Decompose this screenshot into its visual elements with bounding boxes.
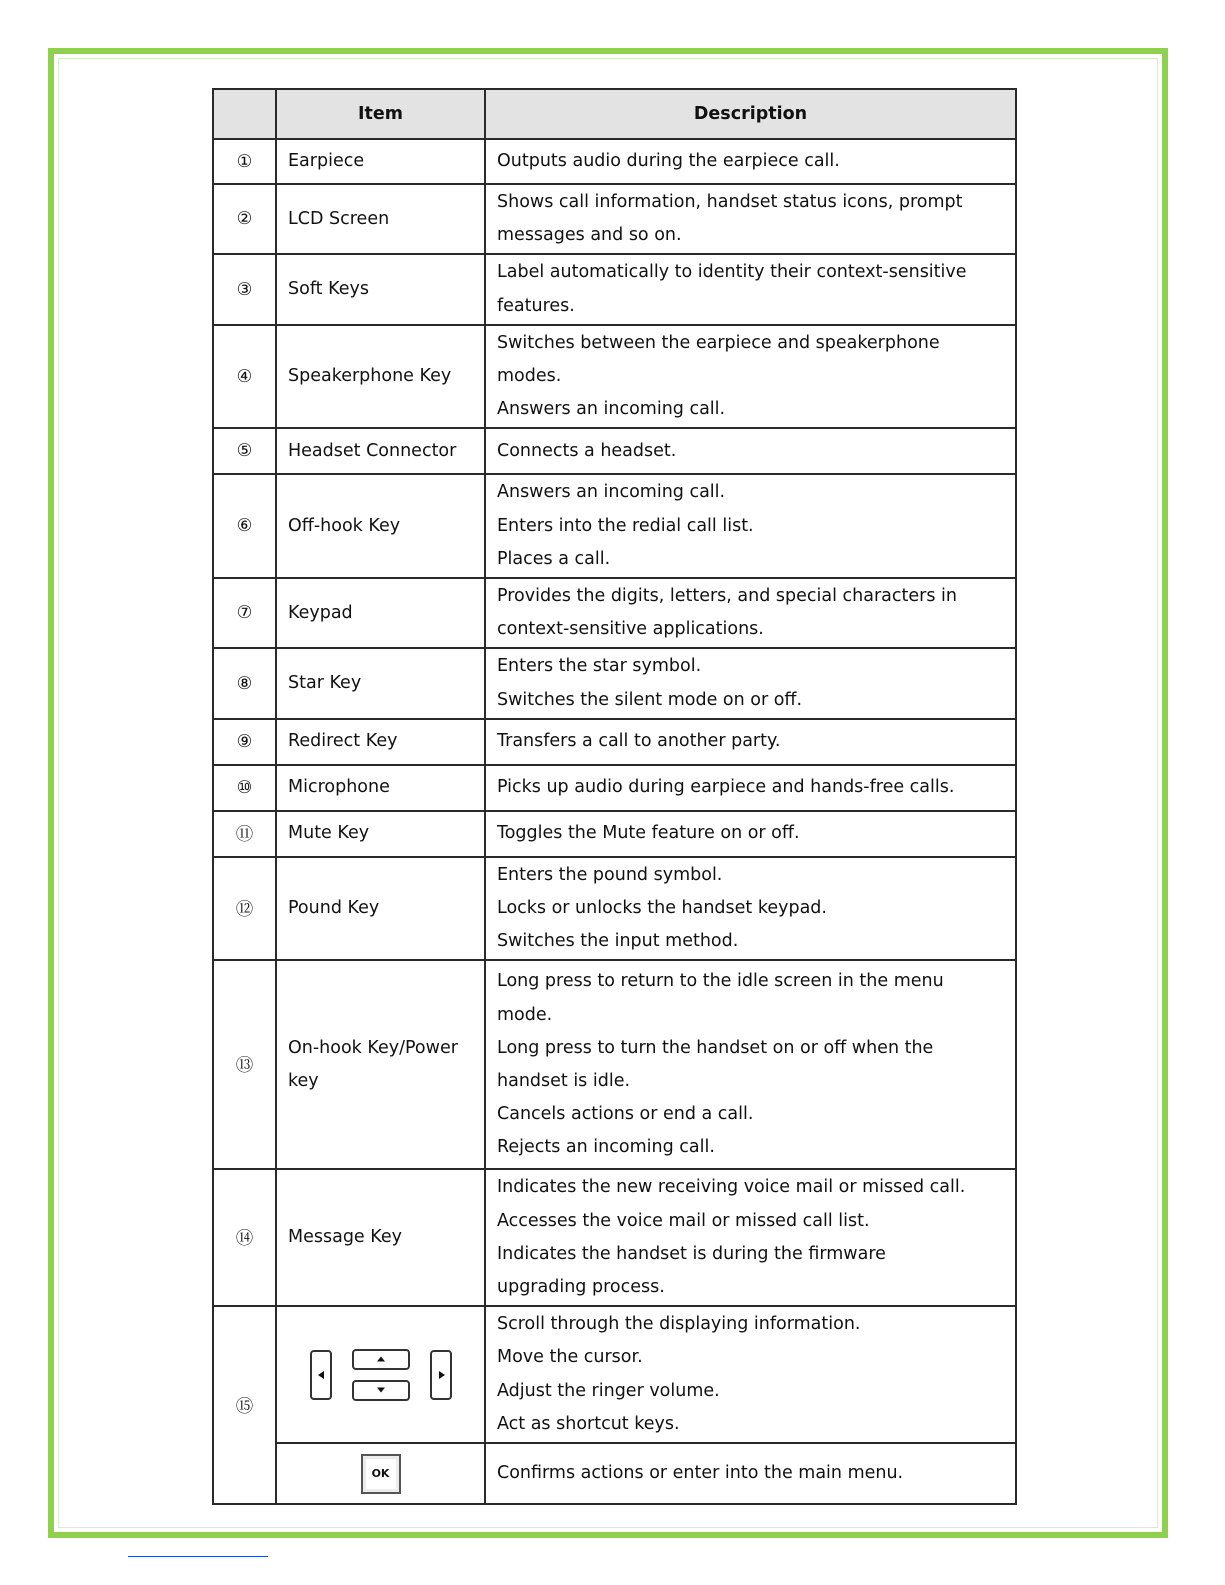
item-name: On-hook Key/Power key [276, 960, 485, 1169]
description-line: Cancels actions or end a call. [497, 1104, 754, 1125]
left-arrow-key-icon [310, 1350, 332, 1400]
table-row [213, 960, 1016, 1169]
item-number: ⑧ [213, 648, 276, 718]
description-line: Locks or unlocks the handset keypad. [497, 898, 827, 919]
description-line: Places a call. [497, 548, 611, 569]
item-description [485, 325, 1016, 429]
description-line: context-sensitive applications. [497, 619, 764, 640]
item-description [485, 1169, 1016, 1306]
item-number: ③ [213, 254, 276, 324]
item-description [485, 428, 1016, 474]
item-number: ⑦ [213, 578, 276, 648]
item-description [485, 857, 1016, 961]
item-number: ⑤ [213, 428, 276, 474]
down-arrow-key-icon [352, 1380, 410, 1401]
description-line: Enters into the redial call list. [497, 515, 754, 536]
item-number: ② [213, 184, 276, 254]
item-name: LCD Screen [276, 184, 485, 254]
description-line: Answers an incoming call. [497, 482, 726, 503]
item-name: Headset Connector [276, 428, 485, 474]
table-row [213, 325, 1016, 429]
item-number: ⑨ [213, 719, 276, 765]
item-description [485, 474, 1016, 578]
table-row [213, 474, 1016, 578]
description-line: Provides the digits, letters, and special characters in [497, 586, 957, 607]
description-line: Outputs audio during the earpiece call. [497, 150, 840, 171]
description-line: Shows call information, handset status icons, prompt [497, 192, 963, 212]
handset-keys-table [212, 88, 1017, 1505]
item-description [485, 960, 1016, 1169]
table-row [213, 648, 1016, 718]
item-number: ⑩ [213, 765, 276, 811]
description-line: Answers an incoming call. [497, 399, 726, 420]
item-description [485, 648, 1016, 718]
item-name: Keypad [276, 578, 485, 648]
description-line: mode. [497, 1004, 553, 1025]
item-name: Microphone [276, 765, 485, 811]
description-line: Enters the pound symbol. [497, 864, 723, 885]
description-line: Rejects an incoming call. [497, 1137, 715, 1158]
table-row [213, 1443, 1016, 1504]
header-description: Description [485, 89, 1016, 139]
item-number: ① [213, 139, 276, 184]
item-description [485, 1443, 1016, 1504]
item-name: Redirect Key [276, 719, 485, 765]
item-name: Mute Key [276, 811, 485, 857]
table-header-row [213, 89, 1016, 139]
description-line: features. [497, 295, 575, 316]
item-name: Off-hook Key [276, 474, 485, 578]
description-line: Scroll through the displaying information. [497, 1314, 861, 1335]
table-row [213, 765, 1016, 811]
item-number: ⑥ [213, 474, 276, 578]
description-line: Enters the star symbol. [497, 656, 702, 677]
item-name: Soft Keys [276, 254, 485, 324]
item-description [485, 184, 1016, 254]
description-line: Long press to return to the idle screen in the menu [497, 971, 944, 992]
description-line: Indicates the handset is during the firmware [497, 1243, 886, 1264]
item-number: ⑮ [213, 1306, 276, 1504]
description-line: Switches the silent mode on or off. [497, 689, 803, 710]
item-name: Message Key [276, 1169, 485, 1306]
description-line: Switches the input method. [497, 931, 739, 952]
table-row [213, 139, 1016, 184]
description-line: Picks up audio during earpiece and hands-free calls. [497, 777, 955, 798]
description-line: Long press to turn the handset on or off when the [497, 1037, 934, 1058]
table-row [213, 811, 1016, 857]
item-description [485, 139, 1016, 184]
item-description [485, 811, 1016, 857]
item-description [485, 254, 1016, 324]
description-line: Confirms actions or enter into the main menu. [497, 1462, 904, 1483]
item-number: ④ [213, 325, 276, 429]
description-line: Move the cursor. [497, 1347, 643, 1368]
item-name: Star Key [276, 648, 485, 718]
table-row [213, 1306, 1016, 1443]
item-description [485, 719, 1016, 765]
table-row [213, 1169, 1016, 1306]
item-number: ⑭ [213, 1169, 276, 1306]
up-arrow-key-icon [352, 1349, 410, 1370]
right-arrow-key-icon [430, 1350, 452, 1400]
footer-link-underline [128, 1556, 268, 1557]
item-number: ⑪ [213, 811, 276, 857]
header-item: Item [276, 89, 485, 139]
description-line: Toggles the Mute feature on or off. [497, 823, 800, 844]
description-line: modes. [497, 366, 562, 387]
description-line: Connects a headset. [497, 440, 677, 461]
item-name: Earpiece [276, 139, 485, 184]
ok-key-cell [276, 1443, 485, 1504]
table-row [213, 184, 1016, 254]
header-number [213, 89, 276, 139]
navigation-keys-cell [276, 1306, 485, 1443]
ok-key-icon: OK [361, 1454, 401, 1494]
item-description [485, 1306, 1016, 1443]
item-number: ⑬ [213, 960, 276, 1169]
description-line: messages and so on. [497, 225, 682, 246]
table-row [213, 857, 1016, 961]
description-line: Act as shortcut keys. [497, 1413, 680, 1434]
item-number: ⑫ [213, 857, 276, 961]
item-description [485, 765, 1016, 811]
item-description [485, 578, 1016, 648]
description-line: upgrading process. [497, 1277, 665, 1298]
item-name: Speakerphone Key [276, 325, 485, 429]
description-line: Indicates the new receiving voice mail or missed call. [497, 1177, 966, 1198]
description-line: Adjust the ringer volume. [497, 1380, 720, 1401]
description-line: Switches between the earpiece and speakerphone [497, 332, 940, 353]
table-row [213, 254, 1016, 324]
table-row [213, 719, 1016, 765]
table-row [213, 428, 1016, 474]
item-name: Pound Key [276, 857, 485, 961]
description-line: Accesses the voice mail or missed call list. [497, 1210, 870, 1231]
table-row [213, 578, 1016, 648]
description-line: Transfers a call to another party. [497, 731, 781, 752]
description-line: handset is idle. [497, 1070, 631, 1091]
description-line: Label automatically to identity their context-sensitive [497, 262, 967, 283]
